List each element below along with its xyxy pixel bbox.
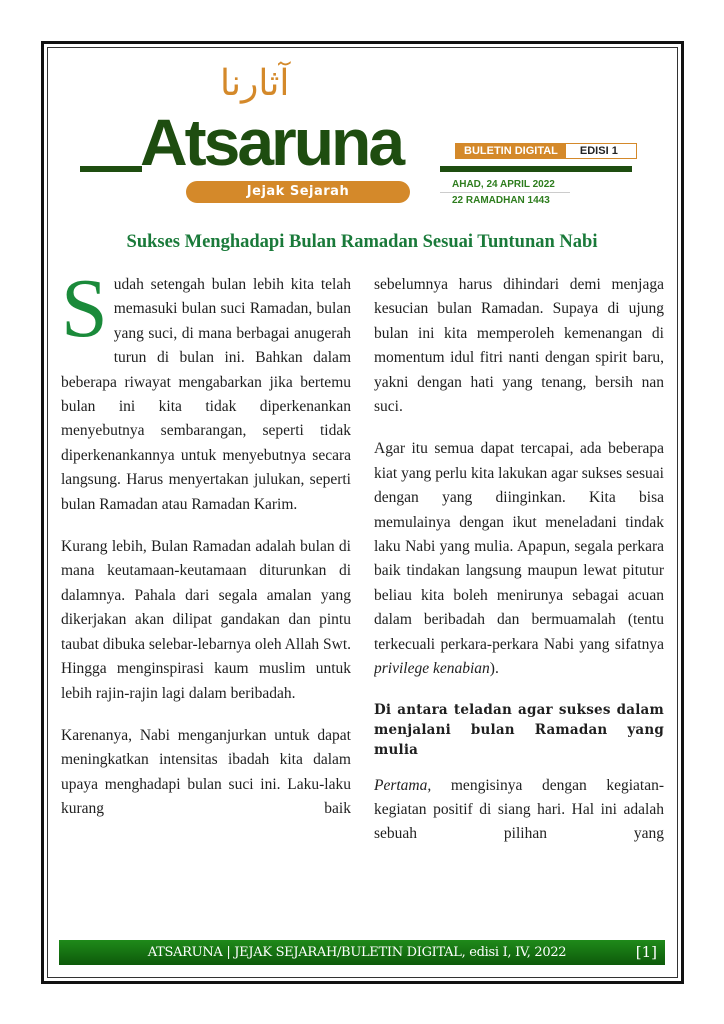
section-subheading: Di antara teladan agar sukses dalam menjalani bulan Ramadan yang mulia bbox=[374, 701, 664, 758]
paragraph: sebelumnya harus dihindari demi menjaga kesucian bulan Ramadan. Supaya di ujung bulan ini kita memperoleh kemenangan di momentum idul fitri nanti dengan spirit baru, yakni dengan hati yang tenang, bersih nan suci. bbox=[374, 276, 664, 416]
article-column-right bbox=[374, 273, 664, 933]
date-gregorian: AHAD, 24 APRIL 2022 bbox=[440, 178, 570, 193]
edition-label: EDISI 1 bbox=[566, 144, 636, 158]
bulletin-edition-box bbox=[455, 143, 637, 159]
tagline-badge: Jejak Sejarah bbox=[186, 181, 410, 203]
arabic-logo-text: آثارنا bbox=[220, 63, 290, 104]
date-hijri: 22 RAMADHAN 1443 bbox=[452, 195, 550, 206]
paragraph-text: mengisinya dengan kegiatan-kegiatan positif di siang hari. Hal ini adalah sebuah pilihan yang bbox=[374, 776, 664, 843]
italic-term: privilege kenabian bbox=[374, 660, 490, 678]
paragraph bbox=[374, 774, 664, 847]
page-number: [1] bbox=[635, 943, 657, 961]
footer-bar bbox=[59, 940, 665, 965]
paragraph-text: ). bbox=[489, 660, 499, 678]
paragraph-text: Agar itu semua dapat tercapai, ada beberapa kiat yang perlu kita lakukan agar sukses sesuai dengan yang diinginkan. Kita bisa memulainya dengan ikut meneladani tindak laku Nabi yang mulia. Apapun, segala perkara baik tindakan langsung maupun lewat pitutur beliau kita boleh menirunya sebagai acuan dalam beribadah dan bermuamalah (tentu terkecuali perkara-perkara Nabi yang sifatnya bbox=[374, 440, 664, 653]
article-title: Sukses Menghadapi Bulan Ramadan Sesuai Tuntunan Nabi bbox=[126, 232, 598, 252]
bulletin-label: BULETIN DIGITAL bbox=[456, 144, 566, 158]
masthead bbox=[0, 0, 724, 220]
paragraph bbox=[374, 437, 664, 681]
logo-title: Atsaruna bbox=[140, 105, 403, 179]
paragraph: Karenanya, Nabi menganjurkan untuk dapat meningkatkan intensitas ibadah kita dalam upaya menghadapi bulan suci ini. Laku-laku kurang baik bbox=[61, 726, 351, 818]
paragraph bbox=[61, 273, 351, 517]
logo-rule-right bbox=[440, 166, 632, 172]
logo-rule-left bbox=[80, 166, 142, 172]
article-column-left bbox=[61, 273, 351, 933]
dropcap: S bbox=[61, 273, 108, 355]
paragraph-text: udah setengah bulan lebih kita telah memasuki bulan suci Ramadan, bulan yang suci, di mana berbagai anugerah turun di bulan ini. Bahkan dalam beberapa riwayat mengabarkan jika bertemu bulan ini kita tidak diperkenankan menyebutnya sembarangan, seperti tidak diperkenankannya untuk menyebutnya secara langsung. Harus menyertakan julukan, seperti bulan Ramadan atau Ramadan Karim. bbox=[61, 276, 351, 513]
italic-lead: Pertama, bbox=[374, 776, 432, 794]
footer-text: ATSARUNA | JEJAK SEJARAH/BULETIN DIGITAL, edisi I, IV, 2022 bbox=[147, 945, 567, 960]
paragraph: Kurang lebih, Bulan Ramadan adalah bulan di mana keutamaan-keutamaan diturunkan di dalamnya. Pahala dari segala amalan yang dikerjakan akan dilipat gandakan dan pintu taubat dibuka selebar-lebarnya oleh Allah Swt. Hingga menginspirasi kaum muslim untuk lebih rajin-rajin lagi dalam beribadah. bbox=[61, 538, 351, 702]
date-block bbox=[440, 178, 570, 207]
